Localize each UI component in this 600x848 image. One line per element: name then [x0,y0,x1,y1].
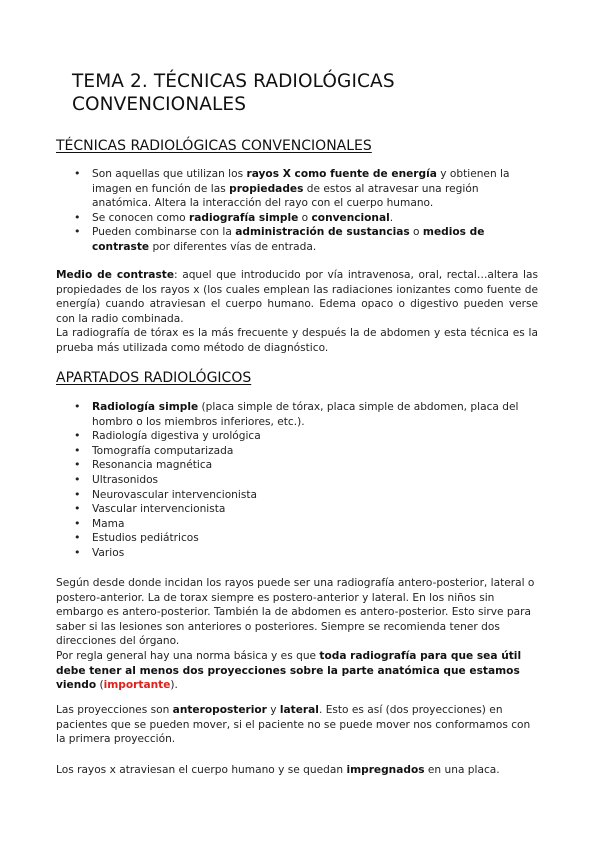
projection-paragraph: Según desde donde incidan los rayos puede ser una radiografía antero-posterior, lateral o postero-anterior. La de torax siempre es postero-anterior y lateral. En los niños sin embargo es antero-posterior. También la de abdomen es antero-posterior. Esto sirve para saber si las lesiones son anteriores o posteriores. Siempre se recomienda tener dos direcciones del órgano. [56,577,535,648]
bullet-icon: • [74,167,81,180]
bullet-icon: • [74,472,81,486]
list-item: • Son aquellas que utilizan los rayos X como fuente de energía y obtienen la imagen en función de las propiedades de estos al atravesar una región anatómica. Altera la interacción del rayo con el cuerpo humano. [74,167,510,210]
list-item: • Radiología simple (placa simple de tórax, placa simple de abdomen, placa del hombro o los miembros inferiores, etc.). [74,400,519,428]
title-line-1: TEMA 2. TÉCNICAS RADIOLÓGICAS [72,71,395,92]
important-label: importante [103,679,171,692]
list-item: • Tomografía computarizada [74,443,234,457]
bullet-icon: • [74,487,81,501]
list-item: • Estudios pediátricos [74,531,199,545]
list-item: • Se conocen como radiografía simple o convencional. [74,210,394,224]
list-item: • Neurovascular intervencionista [74,487,257,501]
list-item: • Varios [74,545,125,559]
bullet-icon: • [74,429,81,443]
bullet-icon: • [74,210,81,224]
apartados-bullet-list [74,400,532,561]
bullet-icon: • [74,545,81,559]
bullet-icon: • [74,400,81,413]
section-heading-tecnicas: TÉCNICAS RADIOLÓGICAS CONVENCIONALES [56,138,372,154]
impregnated-paragraph: Los rayos x atraviesan el cuerpo humano y se quedan impregnados en una placa. [56,764,500,776]
list-item: • Resonancia magnética [74,458,213,472]
title-line-2: CONVENCIONALES [72,94,247,115]
list-item: • Pueden combinarse con la administración de sustancias o medios de contraste por diferentes vías de entrada. [74,225,485,253]
bullet-icon: • [74,502,81,516]
list-item: • Radiología digestiva y urológica [74,429,261,443]
tecnicas-bullet-list [74,167,532,255]
section-heading-apartados: APARTADOS RADIOLÓGICOS [56,370,252,386]
rule-paragraph: Por regla general hay una norma básica y es que toda radiografía para que sea útil debe tener al menos dos proyecciones sobre la parte anatómica que estamos viendo (importante). [56,650,522,692]
projections-paragraph: Las proyecciones son anteroposterior y lateral. Esto es así (dos proyecciones) en pacientes que se pueden mover, si el paciente no se puede mover nos conformamos con la primera proyección. [56,704,531,746]
torax-paragraph: La radiografía de tórax es la más frecuente y después la de abdomen y esta técnica es la prueba más utilizada como método de diagnóstico. [56,327,538,354]
contrast-term: Medio de contraste [56,269,174,281]
list-item: • Mama [74,516,125,530]
bullet-icon: • [74,443,81,457]
list-item: • Vascular intervencionista [74,502,226,516]
bullet-icon: • [74,225,81,239]
bullet-icon: • [74,531,81,545]
contrast-definition: Medio de contraste: aquel que introducido por vía intravenosa, oral, rectal…altera las propiedades de los rayos x (los cuales emplean las radiaciones ionizantes como fuente de energía) cuando atraviesan el cuerpo humano. Edema opaco o digestivo pueden verse con la radio combinada. [56,269,538,325]
bullet-icon: • [74,458,81,472]
bullet-icon: • [74,516,81,530]
list-item: • Ultrasonidos [74,472,159,486]
page-title [72,70,542,116]
